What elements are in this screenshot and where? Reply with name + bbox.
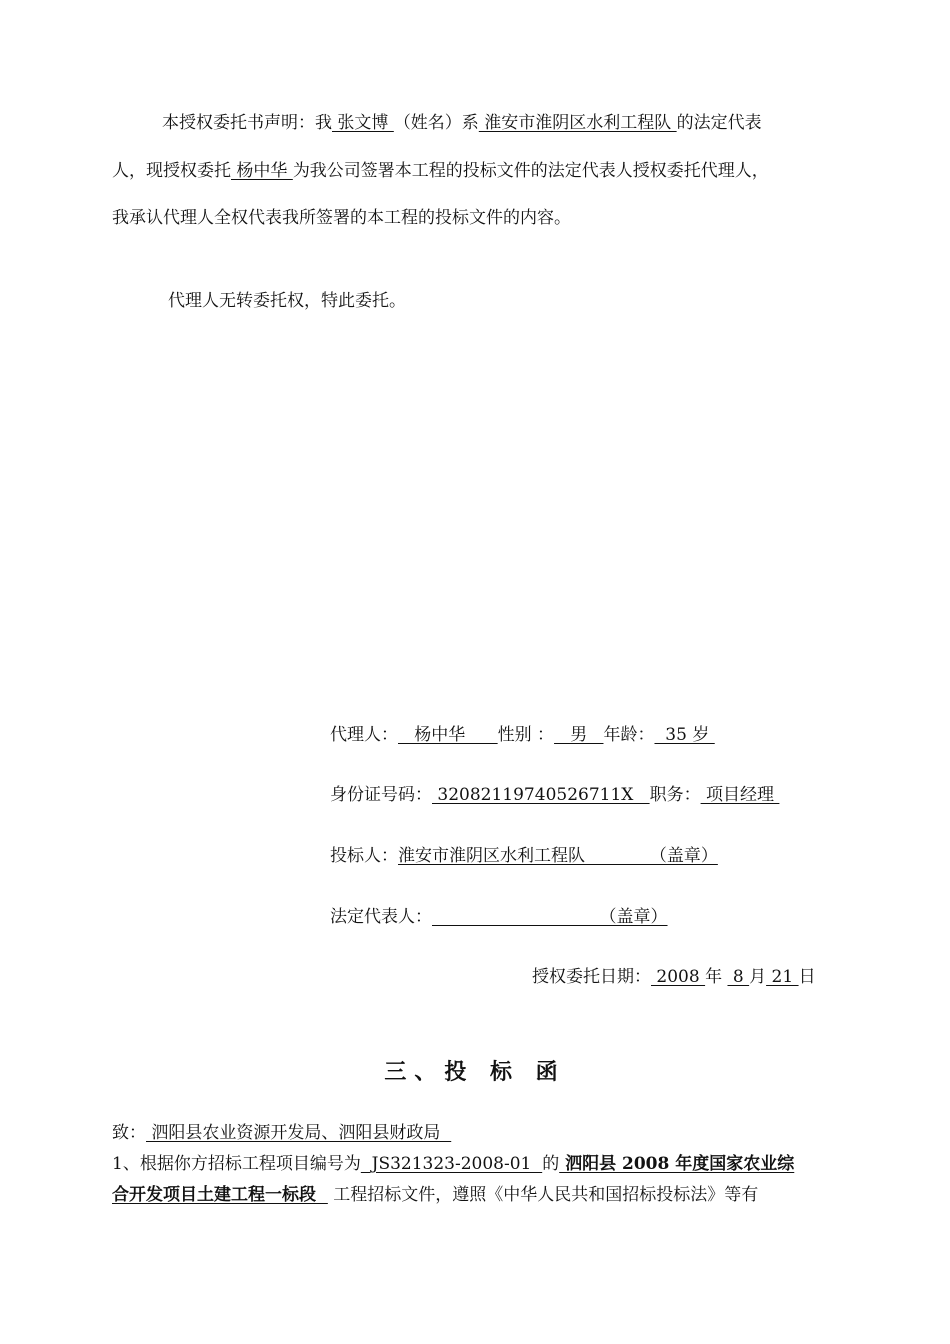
gender-label: 性别 ： [497,725,555,745]
job-label: 职务： [649,785,701,805]
project-code: JS321323-2008-01 [360,1154,543,1174]
to-value: 泗阳县农业资源开发局、泗阳县财政局 [146,1123,452,1143]
agent-row [330,720,715,745]
age-value: 35 岁 [654,725,715,745]
age-label: 年龄： [603,725,655,745]
project-name: 合开发项目土建工程一标段 [112,1185,328,1205]
auth-text: 的法定代表 [676,113,762,133]
auth-text: （姓名）系 [393,113,479,133]
section-title: 三、投 标 函 [384,1059,566,1085]
auth-line-3 [112,203,571,228]
bidder-value: 淮安市淮阴区水利工程队 （盖章） [398,846,718,866]
auth-line-1 [162,108,762,133]
auth-text: 我承认代理人全权代表我所签署的本工程的投标文件的内容。 [112,208,571,228]
auth-text: 代理人无转委托权，特此委托。 [168,291,406,311]
legal-rep-row [330,902,668,927]
company-name: 淮安市淮阴区水利工程队 [478,113,677,133]
month-unit: 月 [749,967,767,987]
gender-value: 男 [554,725,604,745]
letter-line-2 [112,1180,758,1205]
agent-name: 杨中华 [231,161,293,181]
auth-line-2 [112,156,769,181]
id-label: 身份证号码： [330,785,432,805]
letter-line-1 [112,1149,794,1174]
auth-text: 人，现授权委托 [112,161,231,181]
letter-text: 的 [542,1154,560,1174]
letter-text: 工程招标文件，遵照《中华人民共和国招标投标法》等有 [327,1185,759,1205]
job-value: 项目经理 [700,785,780,805]
id-value: 320821197405267​11X [432,785,650,805]
letter-text: 1、根据你方招标工程项目编号为 [112,1154,361,1174]
auth-line-4 [168,286,406,311]
date-year: 2008 [651,967,706,987]
to-label: 致： [112,1123,146,1143]
date-label: 授权委托日期： [532,967,651,987]
day-unit: 日 [798,967,816,987]
date-month: 8 [727,967,750,987]
id-row [330,780,779,805]
legal-value: （盖章） [432,907,668,927]
date-day: 21 [766,967,799,987]
legal-rep-name: 张文博 [332,113,394,133]
agent-value: 杨中华 [398,725,498,745]
agent-label: 代理人： [330,725,398,745]
bidder-row [330,841,718,866]
bidder-label: 投标人： [330,846,398,866]
year-unit: 年 [705,967,723,987]
to-row [112,1118,451,1143]
project-name: 泗阳县 2008 年度国家农业综 [559,1154,795,1174]
legal-label: 法定代表人： [330,907,432,927]
auth-text: 本授权委托书声明：我 [162,113,332,133]
auth-text: 为我公司签署本工程的投标文件的法定代表人授权委托代理人， [292,161,769,181]
date-row [532,962,816,987]
